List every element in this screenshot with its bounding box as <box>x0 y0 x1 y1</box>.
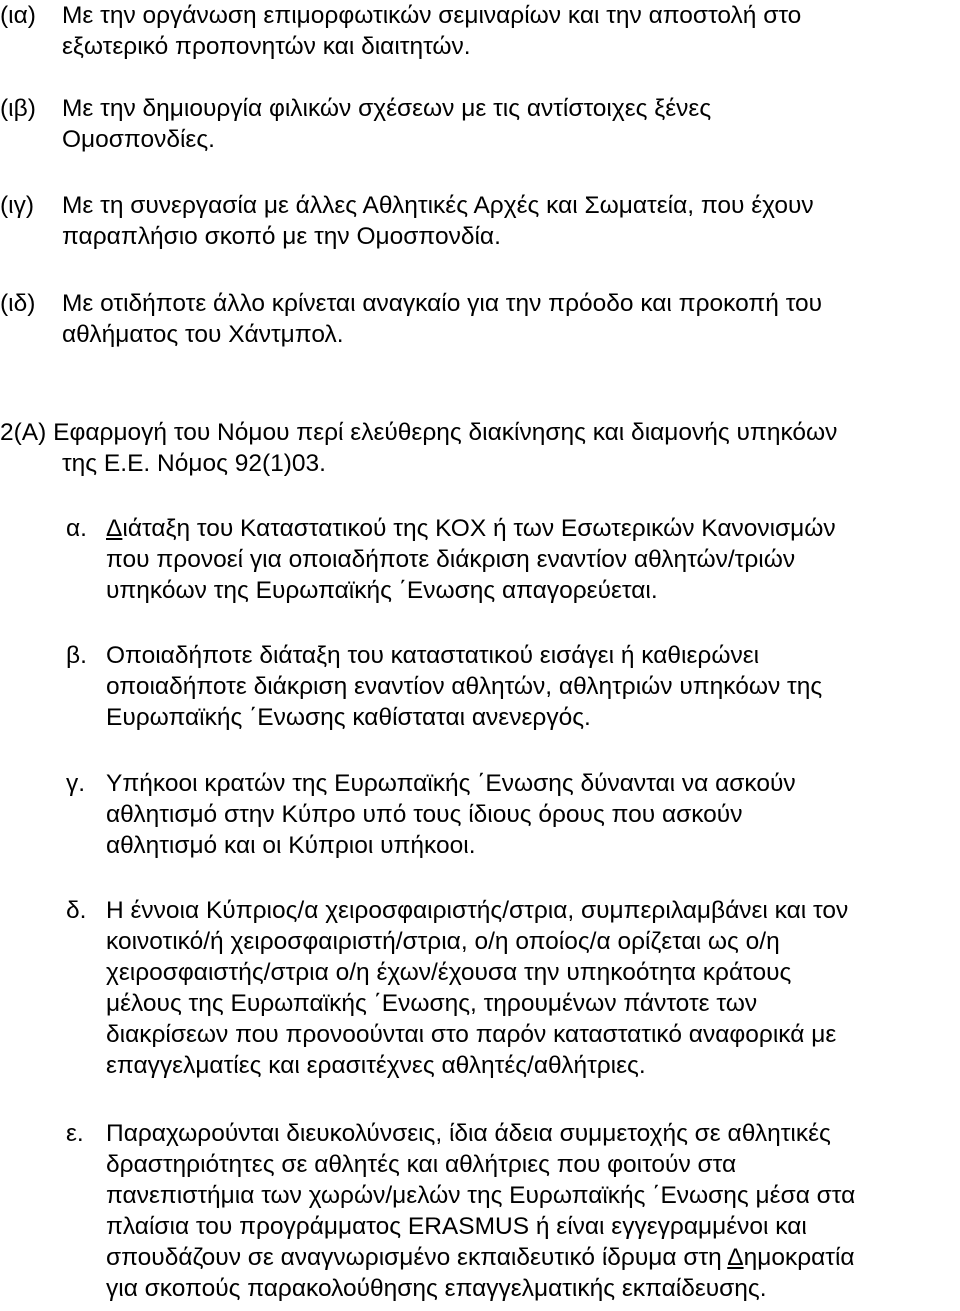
clause-text-line: Υπήκοοι κρατών της Ευρωπαϊκής ΄Ενωσης δύνανται να ασκούν <box>106 770 796 797</box>
clause-c <box>0 768 960 861</box>
clause-d <box>0 895 960 1081</box>
item-text-line: Με την δημιουργία φιλικών σχέσεων με τις αντίστοιχες ξένες <box>62 95 712 122</box>
clause-text-line: επαγγελματίες και ερασιτέχνες αθλητές/αθλήτριες. <box>106 1052 646 1079</box>
clause-text-line: για σκοπούς παρακολούθησης επαγγελματικής εκπαίδευσης. <box>106 1275 767 1302</box>
clause-text-line: μέλους της Ευρωπαϊκής ΄Ενωσης, τηρουμένων πάντοτε των <box>106 990 758 1017</box>
item-text-line: Ομοσπονδίες. <box>62 126 215 153</box>
clause-text-line: Ευρωπαϊκής ΄Ενωσης καθίσταται ανενεργός. <box>106 704 591 731</box>
clause-text-line: υπηκόων της Ευρωπαϊκής ΄Ενωσης απαγορεύεται. <box>106 577 658 604</box>
clause-e <box>0 1118 960 1304</box>
item-text-line: αθλήματος του Χάντμπολ. <box>62 321 344 348</box>
item-text-line: Με τη συνεργασία με άλλες Αθλητικές Αρχές και Σωματεία, που έχουν <box>62 192 814 219</box>
item-text-line: παραπλήσιο σκοπό με την Ομοσπονδία. <box>62 223 501 250</box>
clause-marker: ε. <box>66 1120 84 1147</box>
list-item-ia <box>0 0 960 62</box>
item-text-line: Με την οργάνωση επιμορφωτικών σεμιναρίων και την αποστολή στο <box>62 2 802 29</box>
heading-text-line: Εφαρμογή του Νόμου περί ελεύθερης διακίνησης και διαμονής υπηκόων <box>53 419 838 446</box>
item-text-line: Με οτιδήποτε άλλο κρίνεται αναγκαίο για την πρόοδο και προκοπή του <box>62 290 823 317</box>
clause-text-line: ιάταξη του Καταστατικού της ΚΟΧ ή των Εσωτερικών Κανονισμών <box>122 515 836 542</box>
list-item-ig <box>0 190 960 252</box>
item-marker: (ια) <box>0 2 36 29</box>
clause-text-line: δραστηριότητες σε αθλητές και αθλήτριες που φοιτούν στα <box>106 1151 737 1178</box>
clause-text-line: αθλητισμό και οι Κύπριοι υπήκοοι. <box>106 832 476 859</box>
list-item-id <box>0 288 960 350</box>
clause-marker: α. <box>66 515 87 542</box>
clause-text-line: ημοκρατία <box>743 1244 855 1271</box>
clause-text-line: Παραχωρούνται διευκολύνσεις, ίδια άδεια συμμετοχής σε αθλητικές <box>106 1120 831 1147</box>
item-marker: (ιγ) <box>0 192 35 219</box>
underlined-letter: Δ <box>106 515 123 542</box>
section-heading <box>0 417 960 479</box>
heading-text-line: της Ε.Ε. Νόμος 92(1)03. <box>62 450 326 477</box>
clause-a <box>0 513 960 606</box>
clause-text-line: διακρίσεων που προνοούνται στο παρόν καταστατικό αναφορικά με <box>106 1021 837 1048</box>
clause-text-line: που προνοεί για οποιαδήποτε διάκριση εναντίον αθλητών/τριών <box>106 546 796 573</box>
clause-text-line: οποιαδήποτε διάκριση εναντίον αθλητών, αθλητριών υπηκόων της <box>106 673 823 700</box>
clause-text-line: αθλητισμό στην Κύπρο υπό τους ίδιους όρους που ασκούν <box>106 801 743 828</box>
item-text-line: εξωτερικό προπονητών και διαιτητών. <box>62 33 471 60</box>
clause-text-line: σπουδάζουν σε αναγνωρισμένο εκπαιδευτικό ίδρυμα στη <box>106 1244 728 1271</box>
item-marker: (ιδ) <box>0 290 36 317</box>
clause-text-line: κοινοτικό/ή χειροσφαιριστή/στρια, ο/η οποίος/α ορίζεται ως ο/η <box>106 928 780 955</box>
underlined-letter: Δ <box>727 1244 744 1271</box>
item-marker: (ιβ) <box>0 95 36 122</box>
clause-text-line: πανεπιστήμια των χωρών/μελών της Ευρωπαϊκής ΄Ενωσης μέσα στα <box>106 1182 856 1209</box>
clause-text-line: πλαίσια του προγράμματος ERASMUS ή είναι εγγεγραμμένοι και <box>106 1213 807 1240</box>
clause-marker: δ. <box>66 897 87 924</box>
clause-text-line: χειροσφαιστής/στρια ο/η έχων/έχουσα την υπηκοότητα κράτους <box>106 959 792 986</box>
clause-text-line: Η έννοια Κύπριος/α χειροσφαιριστής/στρια, συμπεριλαμβάνει και τον <box>106 897 849 924</box>
list-item-ib <box>0 93 960 155</box>
clause-text-line: Οποιαδήποτε διάταξη του καταστατικού εισάγει ή καθιερώνει <box>106 642 760 669</box>
clause-marker: β. <box>66 642 87 669</box>
clause-b <box>0 640 960 733</box>
clause-marker: γ. <box>66 770 86 797</box>
heading-marker: 2(Α) <box>0 419 47 446</box>
